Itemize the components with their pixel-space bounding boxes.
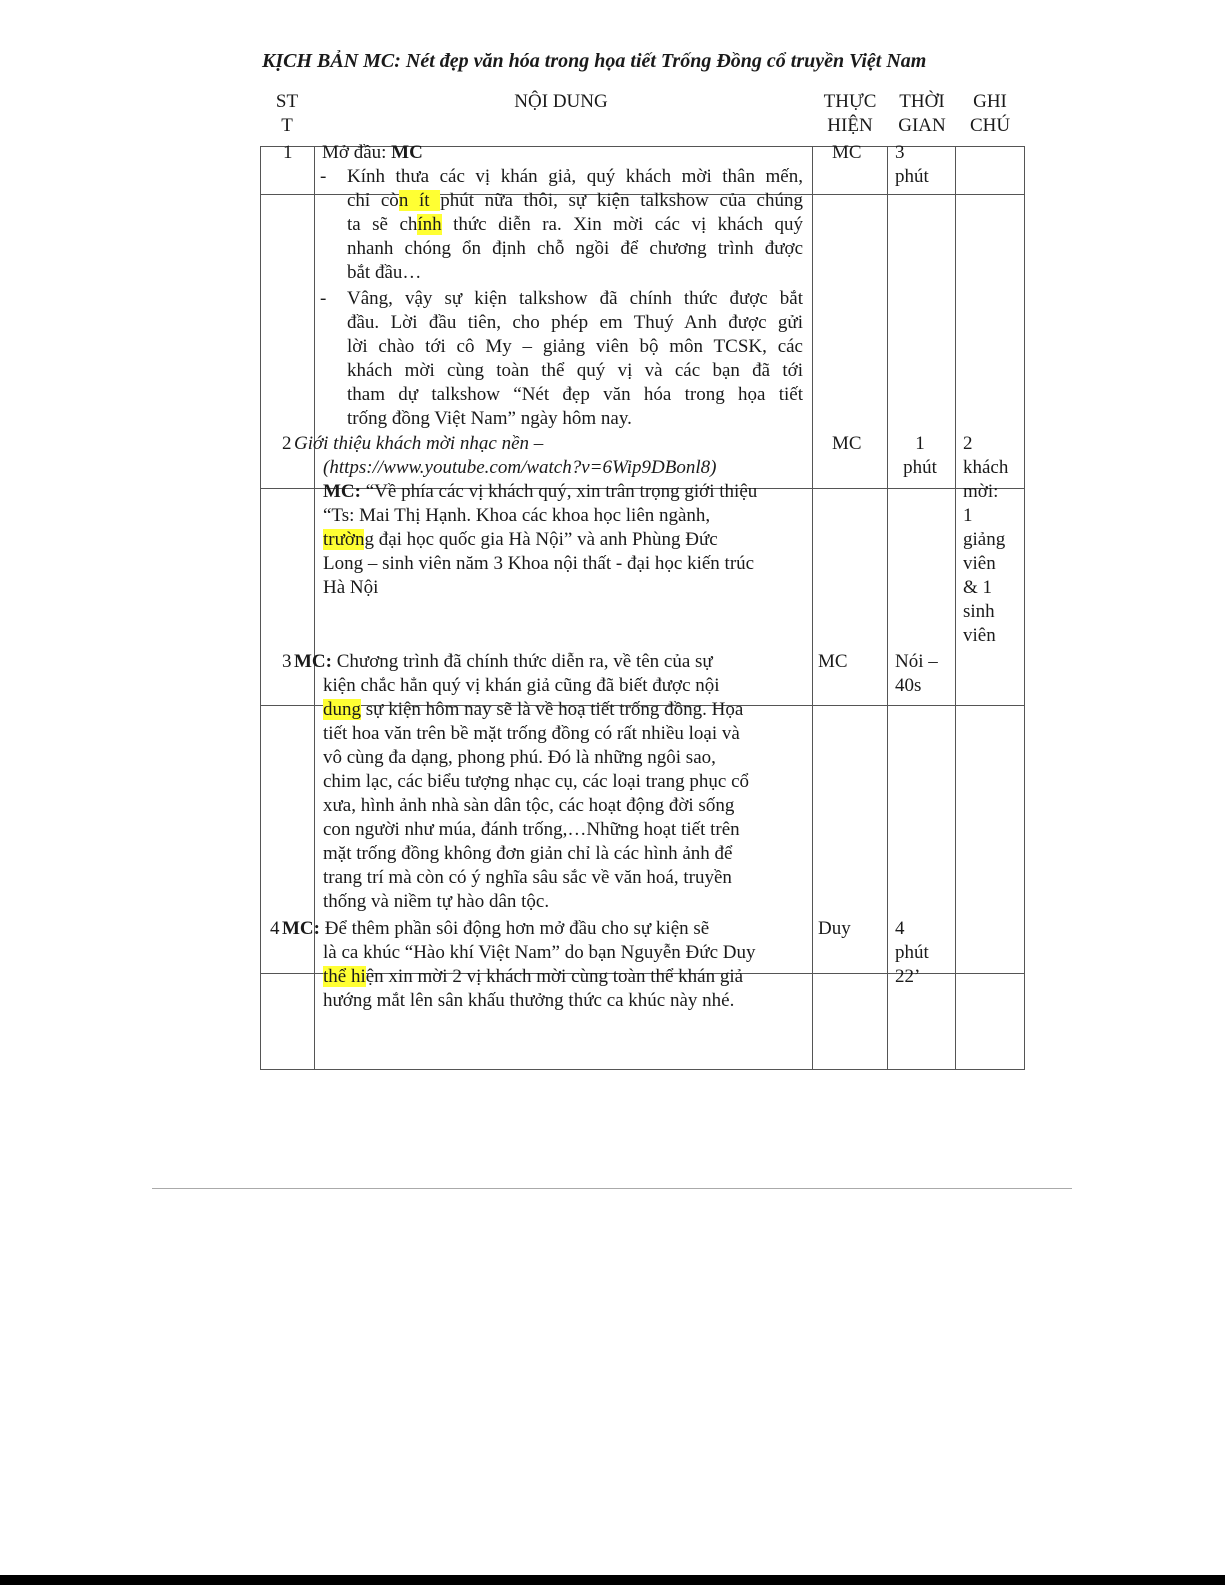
- row-3-performer: MC: [818, 651, 848, 672]
- row-4-stt: 4: [270, 918, 280, 939]
- highlighted-text: ính: [417, 214, 442, 235]
- row-3-stt: 3: [282, 651, 292, 672]
- column-divider: [955, 146, 956, 1070]
- row-4-content-first: MC: Để thêm phần sôi động hơn mở đầu cho sự kiện sẽ: [282, 918, 710, 939]
- page-title: KỊCH BẢN MC: Nét đẹp văn hóa trong họa tiết Trống Đồng cổ truyền Việt Nam: [262, 50, 927, 72]
- bullet-dash: -: [320, 288, 327, 309]
- row-2-stt: 2: [282, 433, 292, 454]
- row-4-time: 4 phút 22’: [895, 918, 929, 987]
- column-divider: [812, 146, 813, 1070]
- header-stt: ST T: [275, 91, 299, 136]
- row-4-performer: Duy: [818, 918, 851, 939]
- page-separator: [152, 1188, 1072, 1189]
- text-line: dung sự kiện hôm nay sẽ là về hoạ tiết trống đồng. Họa: [323, 699, 744, 720]
- bullet-dash: -: [320, 166, 327, 187]
- header-content: NỘI DUNG: [514, 91, 608, 112]
- row-2-note: 2 khách mời: 1 giảng viên & 1 sinh viên: [963, 433, 1009, 646]
- text-line: trường đại học quốc gia Hà Nội” và anh Phùng Đức: [323, 529, 718, 550]
- row-4-content-body: là ca khúc “Hào khí Việt Nam” do bạn Nguyễn Đức Duy thể hiện xin mời 2 vị khách mời cùng toàn thể khán giả hướng mắt lên sân khấu thưởng thức ca khúc này nhé.: [323, 942, 756, 1011]
- header-time: THỜI GIAN: [898, 91, 946, 136]
- header-performer: THỰC HIỆN: [823, 91, 877, 136]
- page-bottom-edge: [0, 1575, 1225, 1585]
- highlighted-text: dung: [323, 699, 361, 720]
- row-3-content-body: kiện chắc hẳn quý vị khán giả cũng đã biết được nội dung sự kiện hôm nay sẽ là về hoạ tiết trống đồng. Họa tiết hoa văn trên bề mặt trống đồng có rất nhiều loại và vô cùng đa dạng, phong phú. Đó là những ngôi sao, chim lạc, các biểu tượng nhạc cụ, các loại trang phục cổ xưa, hình ảnh nhà sàn dân tộc, các hoạt động đời sống con người như múa, đánh trống,…Những hoạt tiết trên mặt trống đồng không đơn giản chỉ là các hình ảnh để trang trí mà còn có ý nghĩa sâu sắc về văn hoá, truyền thống và niềm tự hào dân tộc.: [323, 675, 750, 912]
- row-1-paragraph-2: Vâng, vậy sự kiện talkshow đã chính thức được bắt đầu. Lời đầu tiên, cho phép em Thuý Anh được gửi lời chào tới cô My – giảng viên bộ môn TCSK, các khách mời cùng toàn thể quý vị và các bạn đã tới tham dự talkshow “Nét đẹp văn hóa trong họa tiết trống đồng Việt Nam” ngày hôm nay.: [347, 288, 803, 429]
- row-1-stt: 1: [283, 142, 293, 163]
- row-2-content: Giới thiệu khách mời nhạc nền –: [294, 433, 544, 454]
- highlighted-text: thể hi: [323, 966, 366, 987]
- column-divider: [887, 146, 888, 1070]
- text-line: MC: “Về phía các vị khách quý, xin trân trọng giới thiệu: [323, 481, 758, 502]
- text-line: ta sẽ chính thức diễn ra. Xin mời các vị khách quý: [347, 214, 803, 235]
- row-2-time: 1 phút: [903, 433, 937, 478]
- row-3-content-first: MC: Chương trình đã chính thức diễn ra, về tên của sự: [294, 651, 713, 672]
- text-line: thể hiện xin mời 2 vị khách mời cùng toàn thể khán giả: [323, 966, 744, 987]
- header-note: GHI CHÚ: [969, 91, 1011, 136]
- row-1-time: 3 phút: [895, 142, 929, 187]
- youtube-link[interactable]: (https://www.youtube.com/watch?v=6Wip9DBonl8): [323, 457, 717, 478]
- row-2-performer: MC: [832, 433, 862, 454]
- highlighted-text: n ít: [398, 190, 441, 211]
- row-3-time: Nói – 40s: [895, 651, 938, 696]
- row-1-performer: MC: [832, 142, 862, 163]
- highlighted-text: trườn: [323, 529, 365, 550]
- row-1-paragraph-1: Kính thưa các vị khán giả, quý khách mời thân mến, chỉ còn ít phút nữa thôi, sự kiện talkshow của chúng ta sẽ chính thức diễn ra. Xin mời các vị khách quý nhanh chóng ổn định chỗ ngồi để chương trình được bắt đầu…: [347, 166, 803, 283]
- row-2-content-body: (https://www.youtube.com/watch?v=6Wip9DBonl8) MC: “Về phía các vị khách quý, xin trân trọng giới thiệu “Ts: Mai Thị Hạnh. Khoa các khoa học liên ngành, trường đại học quốc gia Hà Nội” và anh Phùng Đức Long – sinh viên năm 3 Khoa nội thất - đại học kiến trúc Hà Nội: [323, 457, 758, 598]
- row-1-intro: Mở đầu: MC: [322, 142, 423, 163]
- text-line: chỉ còn ít phút nữa thôi, sự kiện talkshow của chúng: [347, 190, 803, 211]
